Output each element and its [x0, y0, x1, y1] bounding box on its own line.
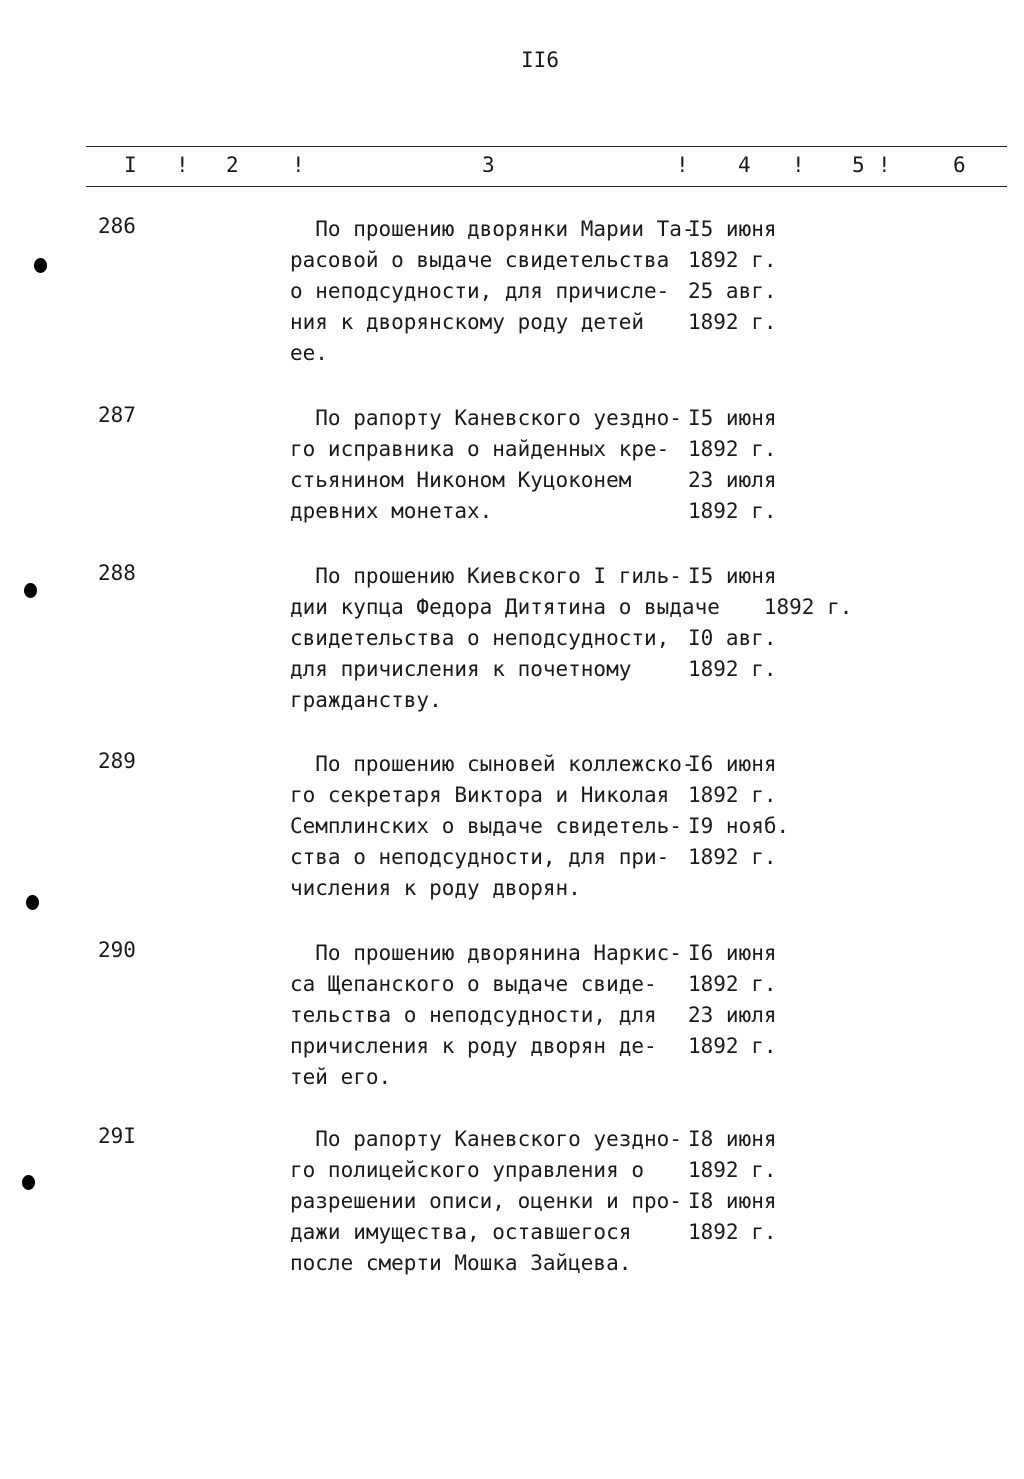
- desc-line: для причисления к почетному: [290, 657, 632, 681]
- date-line: I6 июня: [688, 941, 777, 965]
- punch-hole-mark: [34, 258, 47, 273]
- desc-line: Семплинских о выдаче свидетель-: [290, 814, 682, 838]
- desc-line: го секретаря Виктора и Николая: [290, 783, 670, 807]
- desc-line: ства о неподсудности, для при-: [290, 845, 670, 869]
- entry-description: [290, 1124, 682, 1279]
- col-separator: !: [176, 153, 189, 177]
- page-number: II6: [521, 48, 559, 72]
- desc-line: после смерти Мошка Зайцева.: [290, 1251, 632, 1275]
- desc-line: древних монетах.: [290, 499, 493, 523]
- date-line: I9 нояб.: [688, 814, 790, 838]
- entry-dates: [688, 561, 852, 685]
- desc-line: дии купца Федора Дитятина о выдаче: [290, 595, 720, 619]
- col-header-3: 3: [482, 153, 495, 177]
- entry-number: 290: [98, 938, 136, 962]
- desc-line: числения к роду дворян.: [290, 876, 581, 900]
- col-header-4: 4: [738, 153, 751, 177]
- date-line: I6 июня: [688, 752, 777, 776]
- entry-description: [290, 214, 695, 369]
- punch-hole-mark: [24, 583, 37, 598]
- date-line: 1892 г.: [688, 499, 777, 523]
- header-top-rule: [86, 146, 1007, 147]
- desc-line: го полицейского управления о: [290, 1158, 645, 1182]
- punch-hole-mark: [26, 895, 39, 910]
- col-separator: !: [878, 153, 891, 177]
- desc-line: По прошению сыновей коллежско-: [290, 752, 695, 776]
- desc-line: По прошению дворянки Марии Та-: [290, 217, 695, 241]
- desc-line: тельства о неподсудности, для: [290, 1003, 657, 1027]
- desc-line: го исправника о найденных кре-: [290, 437, 670, 461]
- entry-number: 29I: [98, 1124, 136, 1148]
- entry-dates: [688, 1124, 777, 1248]
- date-line: 1892 г.: [688, 972, 777, 996]
- date-line: 1892 г.: [688, 595, 853, 619]
- date-line: 1892 г.: [688, 310, 777, 334]
- desc-line: разрешении описи, оценки и про-: [290, 1189, 682, 1213]
- date-line: I0 авг.: [688, 626, 777, 650]
- entry-number: 288: [98, 561, 136, 585]
- entry-dates: [688, 938, 777, 1062]
- desc-line: По рапорту Каневского уездно-: [290, 406, 682, 430]
- date-line: I5 июня: [688, 564, 777, 588]
- entry-number: 286: [98, 214, 136, 238]
- punch-hole-mark: [22, 1175, 35, 1190]
- entry-number: 289: [98, 749, 136, 773]
- desc-line: свидетельства о неподсудности,: [290, 626, 670, 650]
- entry-dates: [688, 214, 777, 338]
- entry-dates: [688, 403, 777, 527]
- desc-line: са Щепанского о выдаче свиде-: [290, 972, 657, 996]
- col-header-1: I: [124, 153, 137, 177]
- desc-line: причисления к роду дворян де-: [290, 1034, 657, 1058]
- date-line: 1892 г.: [688, 248, 777, 272]
- date-line: 23 июля: [688, 1003, 777, 1027]
- date-line: I8 июня: [688, 1127, 777, 1151]
- date-line: I5 июня: [688, 406, 777, 430]
- desc-line: По прошению дворянина Наркис-: [290, 941, 682, 965]
- date-line: 23 июля: [688, 468, 777, 492]
- entry-dates: [688, 749, 789, 873]
- date-line: 1892 г.: [688, 783, 777, 807]
- header-bottom-rule: [86, 186, 1007, 187]
- desc-line: ния к дворянскому роду детей: [290, 310, 645, 334]
- col-header-6: 6: [953, 153, 966, 177]
- entry-description: [290, 403, 682, 527]
- desc-line: По рапорту Каневского уездно-: [290, 1127, 682, 1151]
- date-line: I8 июня: [688, 1189, 777, 1213]
- col-separator: !: [676, 153, 689, 177]
- entry-description: [290, 561, 720, 716]
- desc-line: о неподсудности, для причисле-: [290, 279, 670, 303]
- date-line: 1892 г.: [688, 657, 777, 681]
- desc-line: дажи имущества, оставшегося: [290, 1220, 632, 1244]
- desc-line: ее.: [290, 341, 328, 365]
- desc-line: По прошению Киевского I гиль-: [290, 564, 682, 588]
- date-line: 1892 г.: [688, 845, 777, 869]
- date-line: 1892 г.: [688, 1220, 777, 1244]
- entry-description: [290, 749, 695, 904]
- col-separator: !: [792, 153, 805, 177]
- date-line: 1892 г.: [688, 437, 777, 461]
- desc-line: гражданству.: [290, 688, 442, 712]
- date-line: 25 авг.: [688, 279, 777, 303]
- date-line: I5 июня: [688, 217, 777, 241]
- col-header-5: 5: [852, 153, 865, 177]
- date-line: 1892 г.: [688, 1034, 777, 1058]
- date-line: 1892 г.: [688, 1158, 777, 1182]
- desc-line: стьянином Никоном Куцоконем: [290, 468, 632, 492]
- col-header-2: 2: [226, 153, 239, 177]
- entry-description: [290, 938, 682, 1093]
- desc-line: тей его.: [290, 1065, 392, 1089]
- entry-number: 287: [98, 403, 136, 427]
- desc-line: расовой о выдаче свидетельства: [290, 248, 670, 272]
- col-separator: !: [292, 153, 305, 177]
